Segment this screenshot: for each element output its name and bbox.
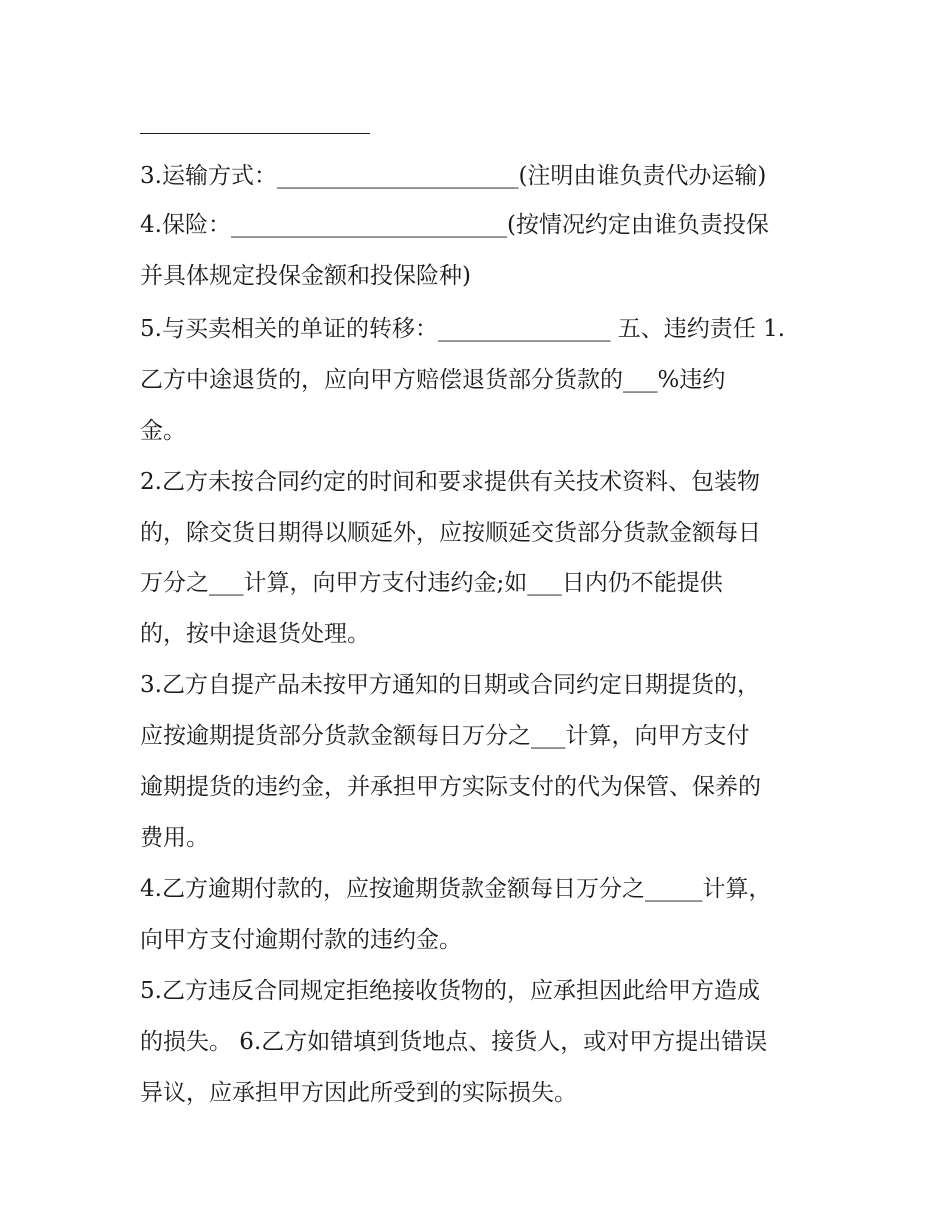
clause-insurance: 4.保险：________________________(按情况约定由谁负责投保 — [140, 212, 769, 238]
clause-liability-4: 4.乙方逾期付款的，应按逾期货款金额每日万分之_____计算， — [140, 876, 772, 902]
clause-liability-2-cont-b: 万分之___计算，向甲方支付违约金;如___日内仍不能提供 — [140, 570, 723, 596]
clause-liability-2-cont-c: 的，按中途退货处理。 — [140, 621, 370, 647]
clause-insurance-cont: 并具体规定投保金额和投保险种) — [140, 263, 471, 289]
clause-liability-3-cont-b: 逾期提货的违约金，并承担甲方实际支付的代为保管、保养的 — [140, 774, 761, 800]
clause-liability-1: 乙方中途退货的，应向甲方赔偿退货部分货款的___%违约 — [140, 367, 726, 393]
clause-liability-1-cont: 金。 — [140, 418, 186, 444]
clause-liability-5: 5.乙方违反合同规定拒绝接收货物的，应承担因此给甲方造成 — [140, 978, 760, 1004]
blank-underline — [140, 133, 370, 134]
clause-liability-3-cont-a: 应按逾期提货部分货款金额每日万分之___计算，向甲方支付 — [140, 723, 750, 749]
clause-liability-3-cont-c: 费用。 — [140, 825, 209, 851]
clause-liability-6-cont: 异议，应承担甲方因此所受到的实际损失。 — [140, 1080, 577, 1106]
clause-liability-4-cont: 向甲方支付逾期付款的违约金。 — [140, 927, 462, 953]
clause-transport-method: 3.运输方式：_____________________(注明由谁负责代办运输) — [140, 163, 767, 189]
clause-liability-2: 2.乙方未按合同约定的时间和要求提供有关技术资料、包装物 — [140, 469, 760, 495]
clause-liability-2-cont-a: 的，除交货日期得以顺延外，应按顺延交货部分货款金额每日 — [140, 520, 761, 546]
clause-liability-5-6: 的损失。 6.乙方如错填到货地点、接货人，或对甲方提出错误 — [140, 1029, 768, 1055]
clause-document-transfer: 5.与买卖相关的单证的转移：_______________ 五、违约责任 1. — [140, 316, 786, 342]
clause-liability-3: 3.乙方自提产品未按甲方通知的日期或合同约定日期提货的， — [140, 672, 760, 698]
